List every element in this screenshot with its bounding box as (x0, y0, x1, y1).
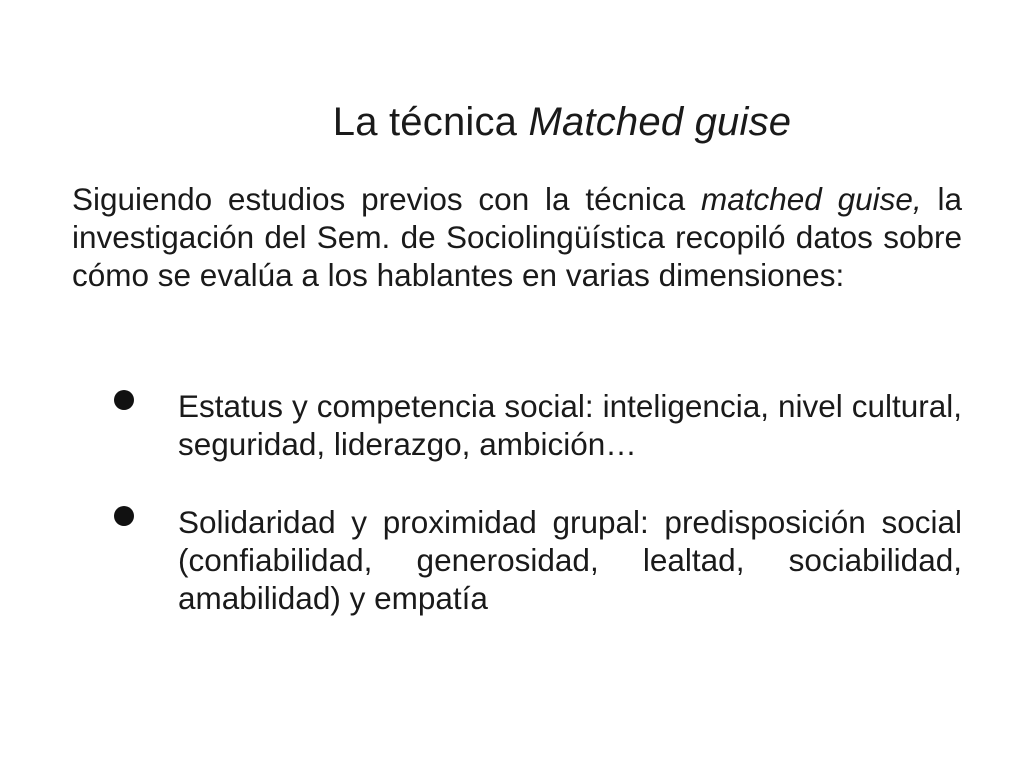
slide-title-plain: La técnica (332, 100, 529, 144)
bullet-dot-icon (114, 390, 134, 410)
intro-text-part1: Siguiendo estudios previos con la técnica (72, 181, 701, 217)
slide-title-italic: Matched guise (528, 100, 792, 144)
slide-title (0, 96, 1024, 148)
bullet-list (0, 387, 1024, 617)
bullet-text: Estatus y competencia social: inteligencia, nivel cultural, seguridad, liderazgo, ambición… (178, 388, 962, 462)
bullet-item-status (0, 387, 962, 463)
intro-text-part2: la investigación del Sem. de Sociolingüística recopiló datos sobre cómo se evalúa a los hablantes en varias dimensiones: (72, 181, 962, 293)
intro-text-italic: matched guise, (700, 181, 922, 217)
bullet-text: Solidaridad y proximidad grupal: predisposición social (confiabilidad, generosidad, lealtad, sociabilidad, amabilidad) y empatía (178, 504, 962, 616)
bullet-item-solidarity (0, 503, 962, 617)
bullet-dot-icon (114, 506, 134, 526)
intro-paragraph (72, 180, 962, 294)
